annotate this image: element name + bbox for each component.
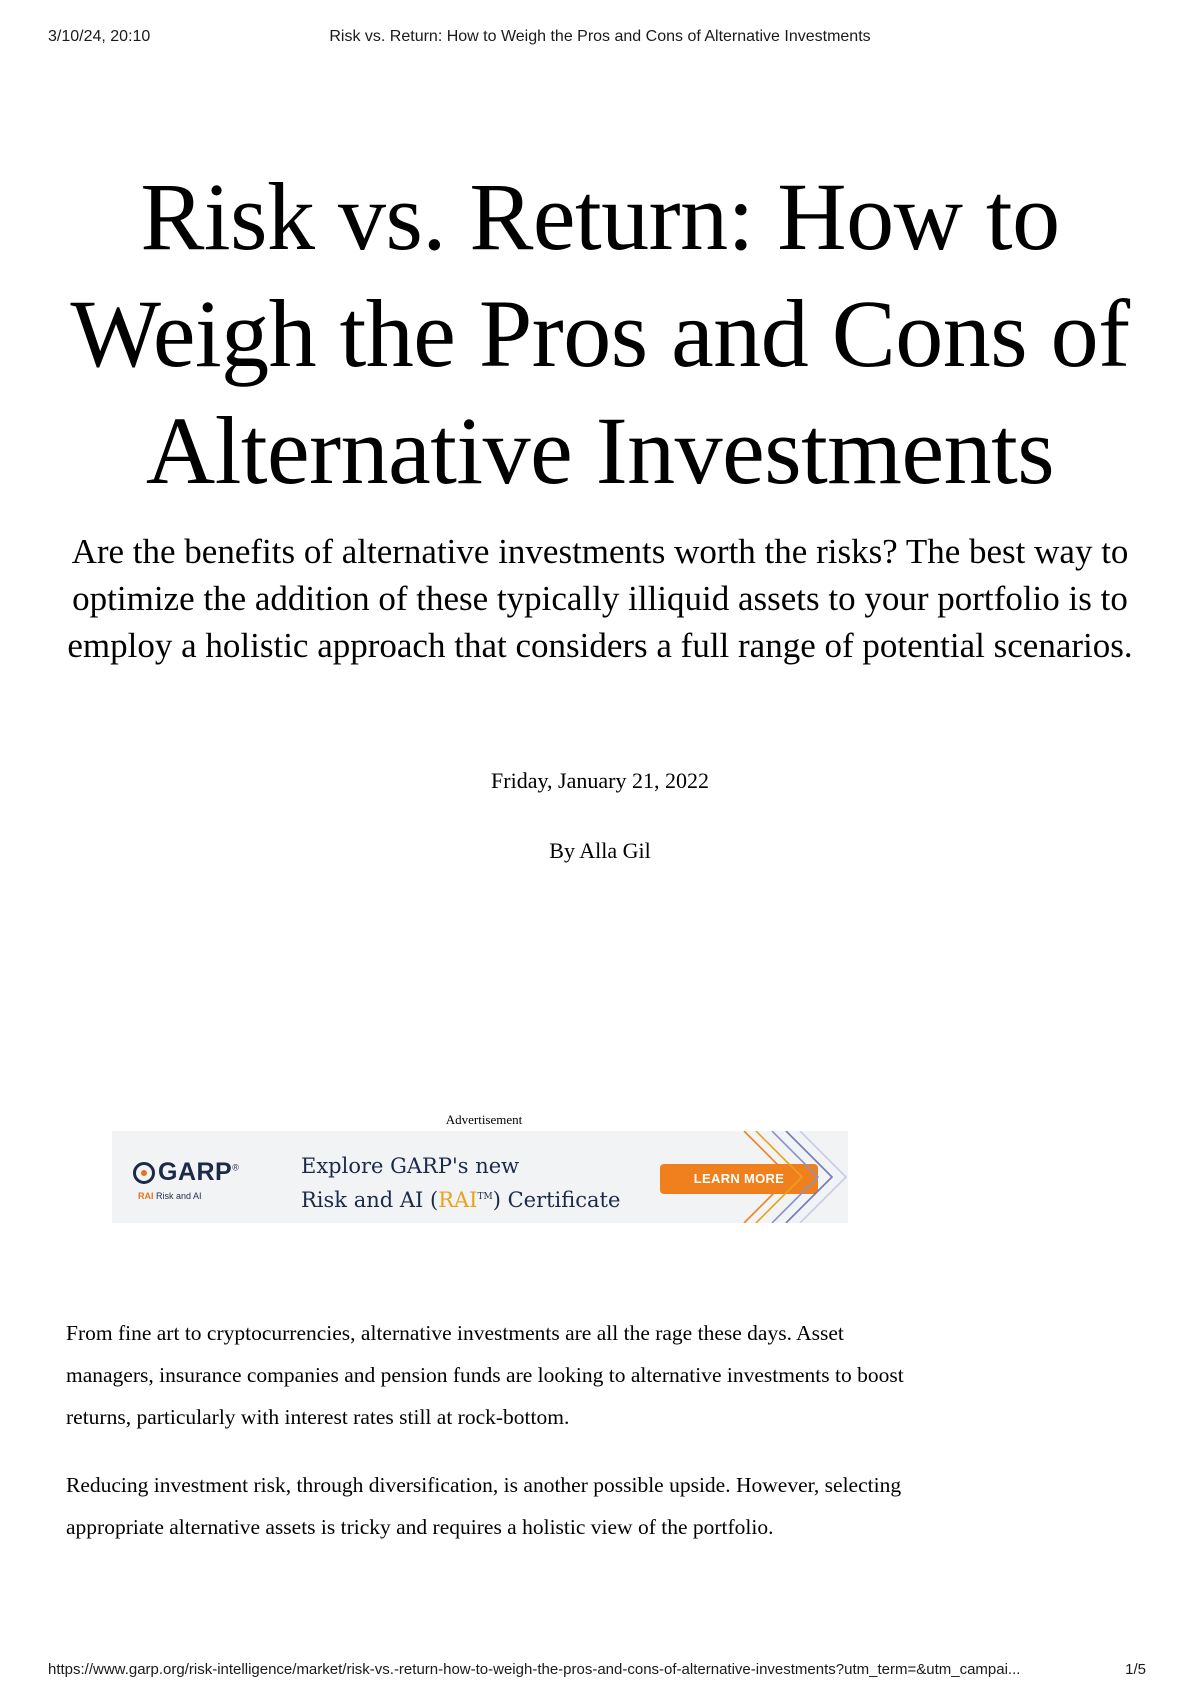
article-byline: By Alla Gil	[549, 838, 651, 863]
advertisement-line2-tm: TM	[477, 1192, 493, 1202]
article-date: Friday, January 21, 2022	[491, 768, 709, 793]
advertisement-line2-post: ) Certificate	[492, 1188, 621, 1212]
advertisement-headline-line1: Explore GARP's new	[301, 1154, 520, 1178]
article-paragraph: Reducing investment risk, through diversification, is another possible upside. However, selecting appropriate alternative assets is tricky and requires a holistic view of the portfolio.	[66, 1473, 902, 1539]
article-headline: Risk vs. Return: How to Weigh the Pros and Cons of Alternative Investments	[70, 163, 1130, 504]
garp-logo-icon	[133, 1162, 155, 1184]
print-datetime: 3/10/24, 20:10	[48, 28, 151, 45]
print-header	[48, 28, 1152, 52]
print-footer	[48, 1661, 1152, 1683]
advertisement-banner[interactable]	[112, 1131, 848, 1223]
learn-more-button[interactable]: LEARN MORE	[660, 1164, 818, 1194]
garp-logo	[133, 1158, 239, 1187]
article-subheadline: Are the benefits of alternative investments worth the risks? The best way to optimize the addition of these typically illiquid assets to your portfolio is to employ a holistic approach that considers a full range of potential scenarios.	[67, 532, 1133, 665]
advertisement-line2-rai: RAI	[438, 1188, 478, 1212]
garp-logo-tm: ®	[232, 1162, 240, 1173]
article-paragraph: From fine art to cryptocurrencies, alternative investments are all the rage these days. Asset managers, insurance companies and pension funds are looking to alternative investments to boost returns, particularly with interest rates still at rock-bottom.	[66, 1321, 904, 1429]
advertisement-headline-line2	[301, 1182, 620, 1216]
print-footer-url[interactable]: https://www.garp.org/risk-intelligence/market/risk-vs.-return-how-to-weigh-the-pros-and-cons-of-alternative-investments?utm_term=&utm_campai...	[48, 1661, 1021, 1678]
garp-logo-text: GARP	[158, 1158, 233, 1186]
garp-logo-subtitle	[138, 1191, 202, 1201]
advertisement-line2-pre: Risk and AI (	[301, 1188, 439, 1212]
article-body	[66, 1312, 906, 1574]
garp-logo-sub-text: Risk and AI	[156, 1191, 202, 1201]
print-page-number: 1/5	[1125, 1661, 1146, 1678]
advertisement-label: Advertisement	[445, 1112, 523, 1127]
print-doc-title: Risk vs. Return: How to Weigh the Pros and Cons of Alternative Investments	[329, 28, 871, 45]
garp-logo-sub-rai: RAI	[138, 1191, 154, 1201]
advertisement-headline	[301, 1151, 620, 1216]
chevron-pattern-icon	[742, 1131, 848, 1223]
